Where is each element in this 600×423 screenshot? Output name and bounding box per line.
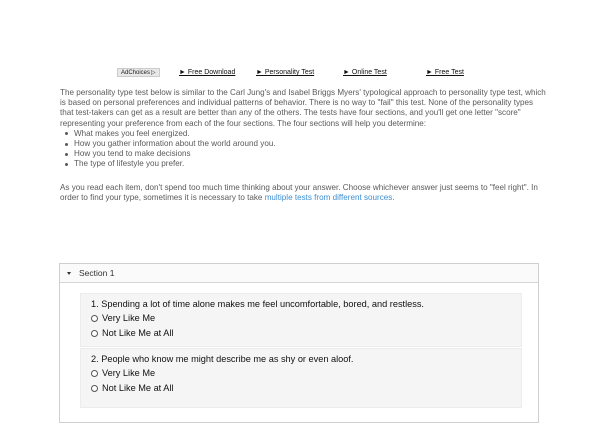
answer-label: Not Like Me at All: [102, 328, 174, 338]
adchoices-icon: ▷: [151, 70, 156, 76]
answer-option[interactable]: [91, 313, 155, 323]
answer-label: Very Like Me: [102, 368, 156, 378]
question-card: [80, 348, 522, 408]
caret-down-icon: [67, 272, 71, 275]
ad-bar: [0, 68, 600, 78]
instructions-text-end: .: [392, 193, 395, 203]
question-card: [80, 293, 522, 347]
section-panel: [59, 263, 539, 423]
intro-paragraph: The personality type test below is similar to the Carl Jung's and Isabel Briggs Myers' typological approach to personality type test, which is based on personal preferences and individual patterns of behavior. There is no way to "fail" this test. None of the personality types that test-takers can get as a result are better than any of the others. The tests have four sections, and you'll get one letter "score" representing your preference from each of the four sections. The four sections will help you determine:: [60, 88, 546, 128]
adchoices-label: AdChoices: [121, 70, 151, 76]
ad-link-free-test[interactable]: ► Free Test: [426, 69, 464, 76]
section-header[interactable]: [60, 264, 538, 283]
radio-button[interactable]: [91, 315, 98, 322]
intro-bullet-list: [60, 129, 548, 170]
instructions-text: As you read each item, don't spend too much time thinking about your answer. Choose whichever answer just seems to "feel right". In order to find your type, sometimes it is necessary to take: [60, 183, 538, 203]
intro-bullet: The type of lifestyle you prefer.: [74, 159, 548, 169]
radio-button[interactable]: [91, 370, 98, 377]
intro-text: [60, 88, 548, 170]
intro-bullet: How you gather information about the world around you.: [74, 139, 548, 149]
section-title: Section 1: [79, 268, 115, 278]
ad-link-online-test[interactable]: ► Online Test: [343, 69, 387, 76]
intro-bullet: How you tend to make decisions: [74, 149, 548, 159]
radio-button[interactable]: [91, 330, 98, 337]
answer-label: Not Like Me at All: [102, 383, 174, 393]
adchoices-badge[interactable]: [117, 68, 160, 77]
multiple-tests-link[interactable]: multiple tests from different sources: [264, 193, 393, 203]
answer-option[interactable]: [91, 328, 174, 338]
question-text: 1. Spending a lot of time alone makes me feel uncomfortable, bored, and restless.: [91, 299, 424, 309]
answer-label: Very Like Me: [102, 313, 156, 323]
intro-bullet: What makes you feel energized.: [74, 129, 548, 139]
ad-link-free-download[interactable]: ► Free Download: [179, 69, 236, 76]
instructions-paragraph: [60, 183, 548, 203]
question-text: 2. People who know me might describe me as shy or even aloof.: [91, 354, 354, 364]
answer-option[interactable]: [91, 368, 155, 378]
radio-button[interactable]: [91, 385, 98, 392]
answer-option[interactable]: [91, 383, 174, 393]
ad-link-personality-test[interactable]: ► Personality Test: [256, 69, 315, 76]
